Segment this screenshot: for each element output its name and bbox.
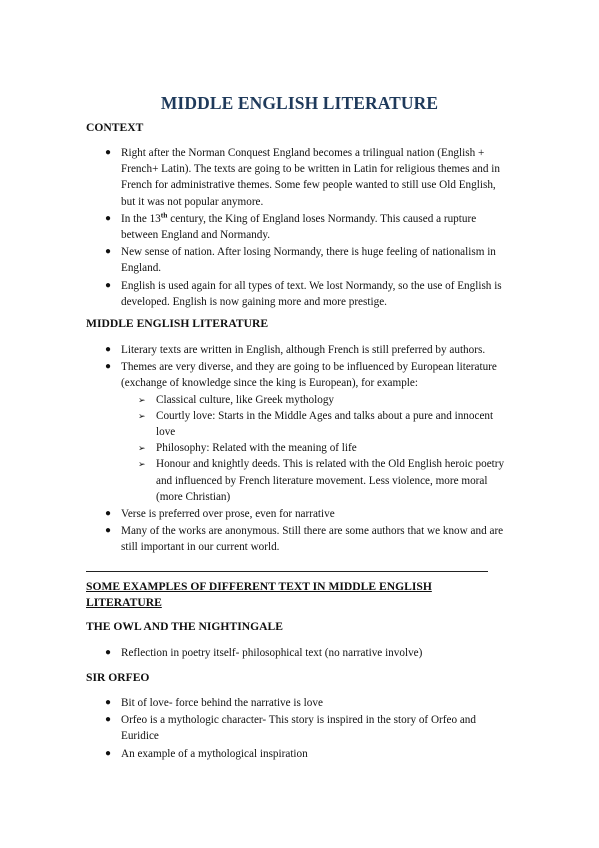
document-title: MIDDLE ENGLISH LITERATURE [160, 93, 439, 113]
arrow-bullet-icon: ➢ [138, 459, 146, 470]
list-item: ● Many of the works are anonymous. Still there are some authors that we know and are still important in our current world. [105, 525, 504, 554]
bullet-icon: ● [105, 525, 112, 537]
heading-middle-english-literature: MIDDLE ENGLISH LITERATURE [86, 317, 269, 330]
heading-owl-and-nightingale: THE OWL AND THE NIGHTINGALE [86, 620, 283, 633]
list-item: ● Themes are very diverse, and they are going to be influenced by European literature (exchange of knowledge since the king is European), for example: ➢ Classical culture, like Greek mythology ➢ Courtly love: Starts in the Middle Ages and talks about a pure and innocent love ➢ Philosophy: Related with the meaning of life ➢ Honour and knightly deeds. This is related with the Old English heroic poetry and influenced by French literature movement. Less violence, more moral (more Christian) [86, 359, 506, 505]
bullet-icon: ● [105, 147, 112, 158]
bullet-icon: ● [105, 246, 112, 258]
heading-sir-orfeo: SIR ORFEO [86, 671, 150, 684]
list-item: ● Right after the Norman Conquest England becomes a trilingual nation (English + French+ Latin). The texts are going to be written in Latin for religious themes and in French for administrative themes. Some few people wanted to still use Old English, but it was not popular anymore. [105, 147, 500, 208]
bullet-icon: ● [105, 508, 112, 520]
list-item: ● In the 13th century, the King of England loses Normandy. This caused a rupture between England and Normandy. [105, 210, 477, 242]
bullet-icon: ● [105, 344, 112, 355]
bullet-icon: ● [105, 647, 112, 658]
list-item: ● An example of a mythological inspiration [86, 746, 506, 762]
list-item: ● Reflection in poetry itself- philosophical text (no narrative involve) [86, 645, 506, 661]
arrow-bullet-icon: ➢ [138, 443, 146, 454]
list-item: ● New sense of nation. After losing Normandy, there is huge feeling of nationalism in England. [105, 246, 496, 275]
bullet-icon: ● [105, 697, 112, 708]
owl-list [86, 645, 506, 662]
list-item: ● Orfeo is a mythologic character- This story is inspired in the story of Orfeo and Euridice [105, 714, 476, 743]
list-item: ● Literary texts are written in English, although French is still preferred by authors. [86, 342, 506, 358]
mel-list [86, 342, 506, 557]
bullet-icon: ● [105, 279, 112, 291]
sub-list-item: ➢ Classical culture, like Greek mythology [121, 392, 506, 408]
sub-list-item: ➢ Courtly love: Starts in the Middle Ages and talks about a pure and innocent love [138, 409, 494, 439]
bullet-icon: ● [105, 747, 112, 759]
orfeo-list [86, 695, 506, 763]
bullet-icon: ● [105, 361, 112, 373]
sub-list-item: ➢ Honour and knightly deeds. This is related with the Old English heroic poetry and influenced by French literature movement. Less violence, more moral (more Christian) [138, 458, 505, 503]
list-item: ● English is used again for all types of text. We lost Normandy, so the use of English is developed. English is now gaining more and more prestige. [105, 279, 502, 308]
section-divider [86, 571, 488, 572]
bullet-icon: ● [105, 714, 112, 726]
heading-examples: SOME EXAMPLES OF DIFFERENT TEXT IN MIDDLE ENGLISH LITERATURE [86, 580, 432, 609]
context-list [86, 145, 506, 311]
list-item: ● Verse is preferred over prose, even for narrative [86, 506, 506, 522]
themes-sublist [121, 392, 506, 505]
sub-list-item: ➢ Philosophy: Related with the meaning of life [121, 440, 506, 456]
arrow-bullet-icon: ➢ [138, 410, 146, 421]
arrow-bullet-icon: ➢ [138, 394, 146, 405]
list-item: ● Bit of love- force behind the narrative is love [86, 695, 506, 711]
bullet-icon: ● [105, 212, 112, 224]
heading-context: CONTEXT [86, 121, 144, 134]
